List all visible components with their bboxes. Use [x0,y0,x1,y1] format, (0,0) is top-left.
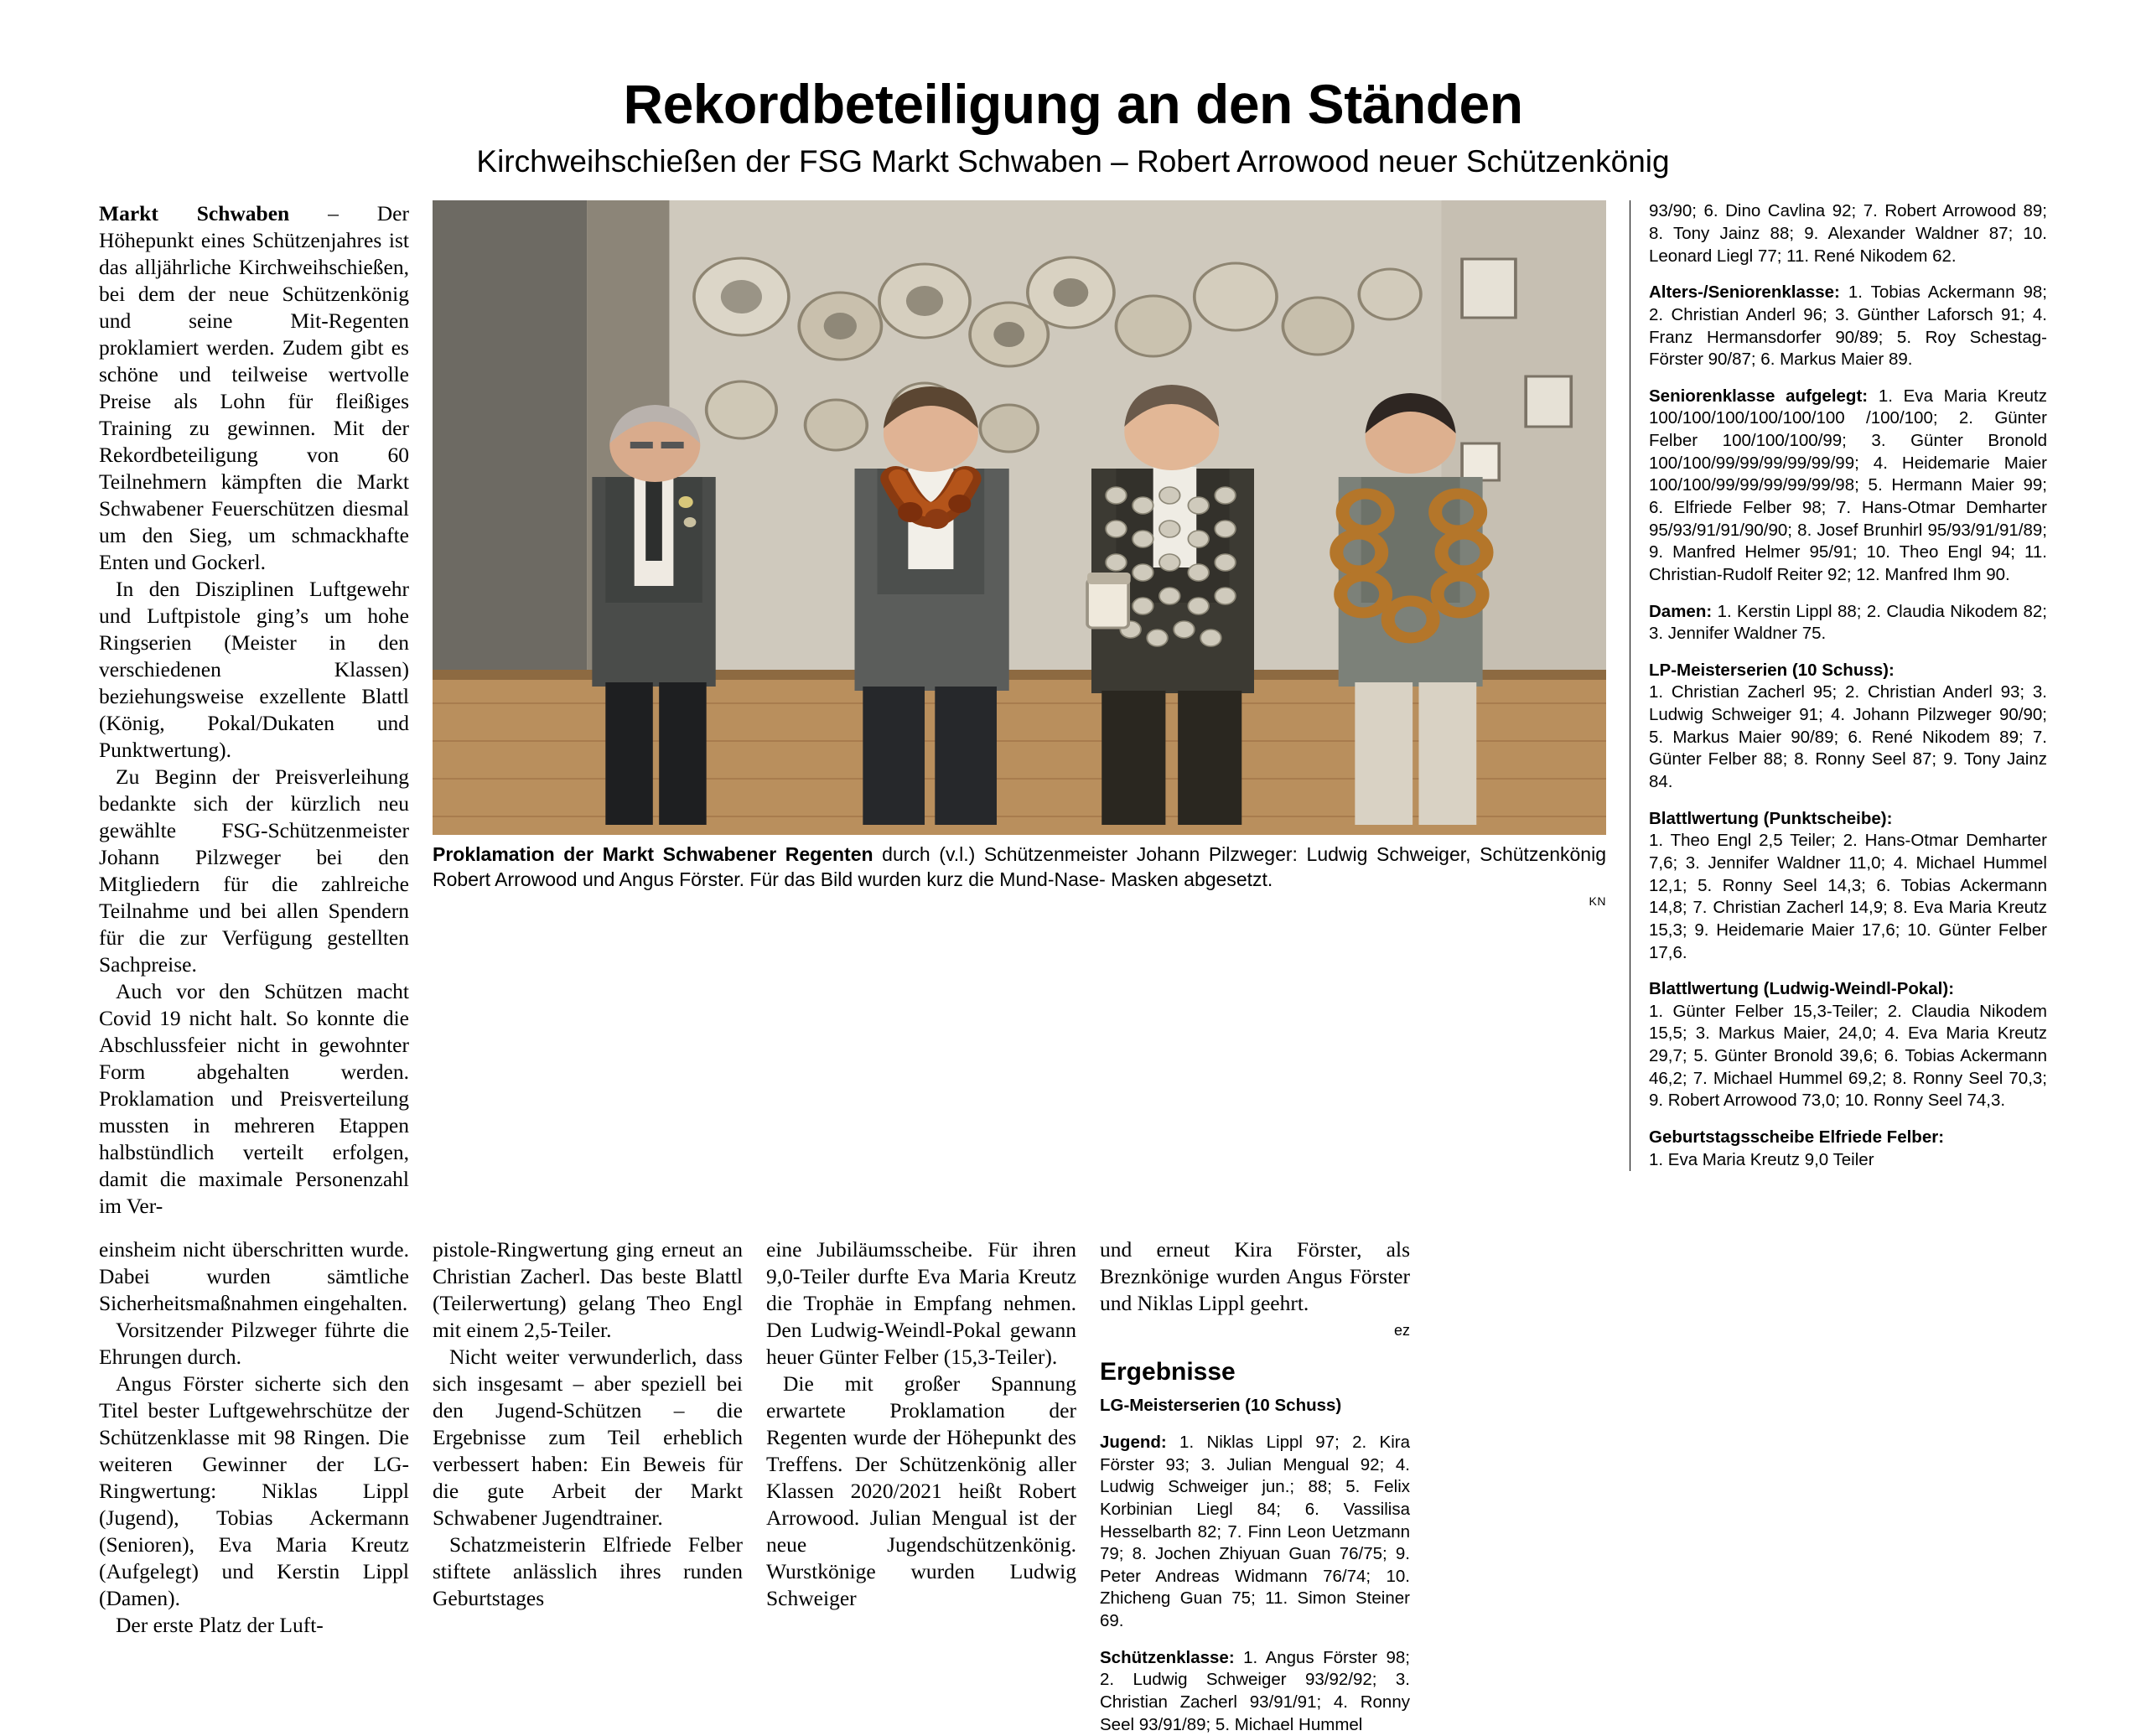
results-continuation: 93/90; 6. Dino Cavlina 92; 7. Robert Arrowood 89; 8. Tony Jainz 88; 9. Alexander Waldner 87; 10. Leonard Liegl 77; 11. René Nikodem 62. [1649,201,2047,266]
page-title: Rekordbeteiligung an den Ständen [623,73,1523,135]
results-block [1100,1432,1410,1633]
results-block-head: Seniorenklasse aufgelegt: [1649,386,1869,406]
results-block-body: 1. Kerstin Lippl 88; 2. Claudia Nikodem 82; 3. Jennifer Waldner 75. [1649,601,2047,644]
results-block [1649,282,2047,371]
paragraph: und erneut Kira Förster, als Breznkönige wurden Angus Förster und Niklas Lippl geehrt. [1100,1237,1410,1316]
photo-caption [433,842,1606,893]
results-block [1649,1127,2047,1171]
results-block-body: 1. Eva Maria Kreutz 9,0 Teiler [1649,1149,1874,1169]
paragraph: Markt Schwaben – Der Höhepunkt eines Schützenjahres ist das alljährliche Kirchweihschießen, bei dem der neue Schützenkönig und seine Mit-Regenten proklamiert werden. Zudem gibt es schöne und teilweise wertvolle Preise als Lohn für fleißiges Training zu gewinnen. Mit der Rekordbeteiligung von 60 Teilnehmern kämpften die Markt Schwabener Feuerschützen diesmal um den Sieg, um schmackhafte Enten und Gockerl. [99,201,409,575]
results-block-body: 1. Niklas Lippl 97; 2. Kira Förster 93; 3. Julian Mengual 92; 4. Ludwig Schweiger jun.; 88; 5. Felix Korbinian Liegl 84; 6. Vassilisa Hesselbarth 82; 7. Finn Leon Uetzmann 79; 8. Jochen Zhiyuan Guan 76/75; 9. Peter Andreas Widmann 76/74; 10. Zhicheng Guan 75; 11. Simon Steiner 69. [1100,1432,1410,1631]
results-block-head: Schützenklasse: [1100,1647,1235,1667]
results-block-body: 1. Christian Zacherl 95; 2. Christian Anderl 93; 3. Ludwig Schweiger 91; 4. Johann Pilzweger 90/90; 5. Markus Maier 90/89; 6. René Nikodem 89; 7. Günter Felber 88; 8. Ronny Seel 87; 9. Tony Jainz 84. [1649,682,2047,792]
paragraph: Der erste Platz der Luft- [116,1613,324,1638]
photo-credit: KN [1589,894,1606,909]
column-4 [766,1236,1076,1612]
results-block-head: Blattlwertung (Punktscheibe): [1649,808,1893,828]
results-text-top [1649,200,2047,1171]
results-block-head: Damen: [1649,601,1713,621]
results-block-head: Alters-/Seniorenklasse: [1649,282,1840,303]
caption-lead: Proklamation der Markt Schwabener Regenten [433,843,873,866]
results-block-body: 1. Angus Förster 98; 2. Ludwig Schweiger 93/92/92; 3. Christian Zacherl 93/91/91; 4. Ronny Seel 93/91/89; 5. Michael Hummel [1100,1647,1410,1734]
results-block-body: 1. Tobias Ackermann 98; 2. Christian Anderl 96; 3. Günther Laforsch 91; 4. Franz Hermansdorfer 90/89; 5. Roy Schestag-Förster 90/87; 6. Markus Maier 89. [1649,282,2047,370]
paragraph: einsheim nicht überschritten wurde. Dabei wurden sämtliche Sicherheitsmaßnahmen eingehalten. [99,1237,409,1316]
top-band [99,200,2047,1220]
results-block-head: Blattlwertung (Ludwig-Weindl-Pokal): [1649,979,1955,999]
paragraph: Schatzmeisterin Elfriede Felber stiftete anlässlich ihres runden Geburtstages [433,1532,743,1611]
results-text-bottom [1100,1395,1410,1736]
results-block [1100,1395,1410,1417]
column-1 [99,200,409,1220]
bottom-band [99,1236,2047,1736]
column-4-text [766,1236,1076,1612]
results-column-top [1630,200,2047,1171]
column-5 [1100,1236,1410,1736]
column-3-text [433,1236,743,1612]
results-block-head: Jugend: [1100,1432,1167,1452]
column-5-text [1100,1236,1410,1317]
paragraph: Angus Förster sicherte sich den Titel bester Luftgewehrschütze der Schützenklasse mit 98 Ringen. Die weiteren Gewinner der LG-Ringwertung: Niklas Lippl (Jugend), Tobias Ackermann (Senioren), Eva Maria Kreutz (Aufgelegt) und Kerstin Lippl (Damen). [99,1371,409,1611]
photo-illustration [433,200,1606,835]
results-block-head: LP-Meisterserien (10 Schuss): [1649,660,1895,680]
column-2-text [99,1236,409,1639]
results-block [1649,660,2047,794]
results-block [1649,601,2047,645]
paragraph: In den Disziplinen Luftgewehr und Luftpistole ging’s um hohe Ringserien (Meister in den verschiedenen Klassen) beziehungsweise exzellente Blattl (König, Pokal/Dukaten und Punktwertung). [99,577,409,763]
article-photo [433,200,1606,835]
results-block-body: 1. Eva Maria Kreutz 100/100/100/100/100/100 /100/100; 2. Günter Felber 100/100/100/99; 3. Günter Bronold 100/100/99/99/99/99/99/99; 4. Heidemarie Maier 100/100/99/99/99/99/99/98; 5. Hermann Maier 99; 6. Elfriede Felber 98; 7. Hans-Otmar Demharter 95/93/91/91/90/90; 8. Josef Brunhirl 95/93/91/91/89; 9. Manfred Helmer 95/91; 10. Theo Engl 94; 11. Christian-Rudolf Reiter 92; 12. Manfred Ihm 90. [1649,386,2047,584]
results-block [1649,386,2047,587]
paragraph: Nicht weiter verwunderlich, dass sich insgesamt – aber speziell bei den Jugend-Schützen – die Ergebnisse zum Teil erheblich verbessert haben: Ein Beweis für die gute Arbeit der Markt Schwabener Jugendtrainer. [433,1345,743,1531]
results-block [1100,1647,1410,1736]
results-block-body: 1. Theo Engl 2,5 Teiler; 2. Hans-Otmar Demharter 7,6; 3. Jennifer Waldner 11,0; 4. Michael Hummel 12,1; 5. Ronny Seel 14,3; 6. Tobias Ackermann 14,8; 7. Christian Zacherl 14,9; 8. Eva Maria Kreutz 15,3; 9. Heidemarie Maier 17,6; 10. Günter Felber 17,6. [1649,831,2047,962]
paragraph: Vorsitzender Pilzweger führte die Ehrungen durch. [99,1318,409,1370]
paragraph: eine Jubiläumsscheibe. Für ihren 9,0-Teiler durfte Eva Maria Kreutz die Trophäe in Empfang nehmen. Den Ludwig-Weindl-Pokal gewann heuer Günter Felber (15,3-Teiler). [766,1237,1076,1370]
article-body [99,200,2047,1736]
results-block-head: LG-Meisterserien (10 Schuss) [1100,1396,1342,1416]
column-3 [433,1236,743,1612]
paragraph: Die mit großer Spannung erwartete Proklamation der Regenten wurde der Höhepunkt des Treffens. Der Schützenkönig aller Klassen 2020/2021 heißt Robert Arrowood. Julian Mengual ist der neue Jugendschützenkönig. Wurstkönige wurden Ludwig Schweiger [766,1371,1076,1611]
column-2 [99,1236,409,1639]
caption-text: durch (v.l.) Schützenmeister Johann Pilzweger: Ludwig Schweiger, Schützenkönig Robert Arrowood und Angus Förster. Für das Bild wurden kurz die Mund-Nase- Masken abgesetzt. [433,843,1607,891]
photo-block [433,200,1606,908]
page-subtitle: Kirchweihschießen der FSG Markt Schwaben – Robert Arrowood neuer Schützenkönig [476,143,1670,179]
article-signoff: ez [1393,1322,1410,1340]
paragraph: Zu Beginn der Preisverleihung bedankte sich der kürzlich neu gewählte FSG-Schützenmeister Johann Pilzweger bei den Mitgliedern für die zahlreiche Teilnahme und bei allen Spendern für die zur Verfügung gestellten Sachpreise. [99,764,409,977]
results-block [1649,978,2047,1112]
results-block [1649,808,2047,964]
results-block-body: 1. Günter Felber 15,3-Teiler; 2. Claudia Nikodem 15,5; 3. Markus Maier, 24,0; 4. Eva Maria Kreutz 29,7; 5. Günter Bronold 39,6; 6. Tobias Ackermann 46,2; 7. Michael Hummel 69,2; 8. Ronny Seel 70,3; 9. Robert Arrowood 73,0; 10. Ronny Seel 74,3. [1649,1001,2047,1111]
paragraph: pistole-Ringwertung ging erneut an Christian Zacherl. Das beste Blattl (Teilerwertung) gelang Theo Engl mit einem 2,5-Teiler. [433,1237,743,1343]
results-block-head: Geburtstagsscheibe Elfriede Felber: [1649,1127,1945,1148]
column-1-text [99,200,409,1220]
lead-place: Markt Schwaben [99,201,290,226]
paragraph: Auch vor den Schützen macht Covid 19 nicht halt. So konnte die Abschlussfeier nicht in gewohnter Form abgehalten werden. Proklamation und Preisverteilung mussten in mehreren Etappen halbstündlich verteilt erfolgen, damit die maximale Personenzahl im Ver- [99,979,409,1219]
results-heading: Ergebnisse [1100,1358,1236,1386]
